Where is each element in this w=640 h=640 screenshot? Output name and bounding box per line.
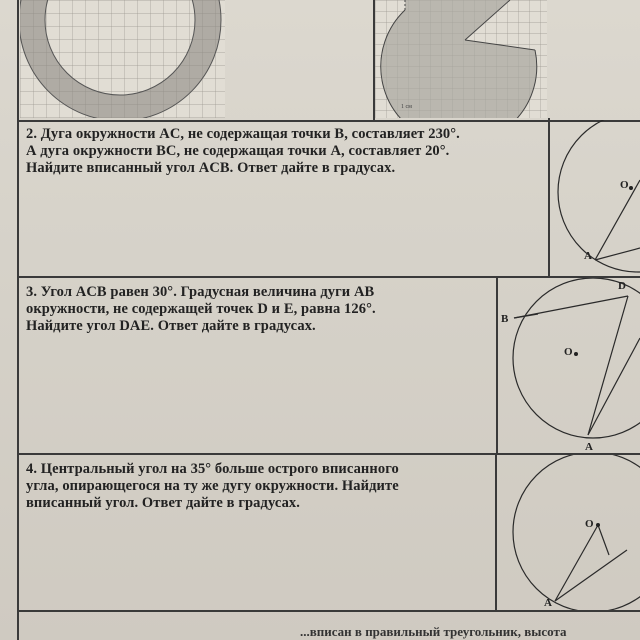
problem-3-text bbox=[26, 284, 376, 335]
problem-4-text bbox=[26, 461, 399, 512]
problem-4-circle-figure bbox=[497, 455, 640, 610]
table-rule bbox=[17, 0, 19, 640]
problem-line: 3. Угол ACB равен 30°. Градусная величина дуги AB bbox=[26, 284, 375, 300]
scale-caption: 1 см bbox=[401, 104, 412, 110]
point-o-label: O bbox=[620, 179, 629, 191]
problem-line: Найдите вписанный угол ACB. Ответ дайте в градусах. bbox=[26, 160, 396, 176]
table-rule bbox=[18, 120, 640, 122]
point-a-label: A bbox=[544, 597, 552, 609]
problem-line: А дуга окружности BC, не содержащая точки A, составляет 20°. bbox=[26, 143, 450, 159]
problem-2-circle-figure bbox=[550, 120, 640, 276]
problem-line: 4. Центральный угол на 35° больше острого вписанного bbox=[26, 461, 399, 477]
problem-2-text bbox=[26, 126, 460, 177]
point-o-label: O bbox=[585, 518, 594, 530]
problem-line: 2. Дуга окружности AC, не содержащая точки B, составляет 230°. bbox=[26, 126, 460, 142]
point-a-label: A bbox=[584, 250, 592, 262]
problem-line: вписанный угол. Ответ дайте в градусах. bbox=[26, 495, 300, 511]
top-right-sector-figure bbox=[375, 0, 547, 118]
problem-line: окружности, не содержащей точек D и E, равна 126°. bbox=[26, 301, 376, 317]
problem-line: Найдите угол DAE. Ответ дайте в градусах. bbox=[26, 318, 316, 334]
top-left-ring-figure bbox=[20, 0, 225, 118]
point-a-label: A bbox=[585, 441, 593, 452]
table-rule bbox=[18, 610, 640, 612]
point-d-label: D bbox=[618, 280, 626, 292]
table-rule bbox=[373, 0, 375, 121]
point-b-label: B bbox=[501, 313, 509, 325]
problem-3-circle-figure bbox=[498, 278, 640, 452]
problem-line: угла, опирающегося на ту же дугу окружности. Найдите bbox=[26, 478, 399, 494]
point-o-label: O bbox=[564, 346, 573, 358]
next-problem-cut-text: ...вписан в правильный треугольник, высота bbox=[300, 624, 567, 639]
